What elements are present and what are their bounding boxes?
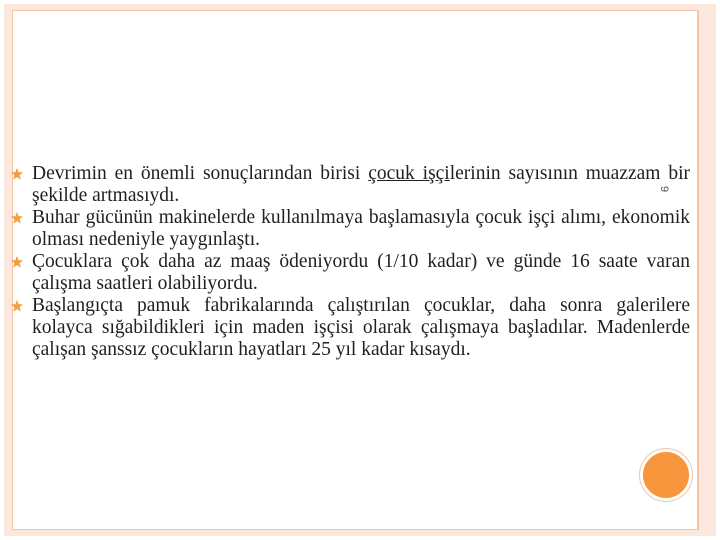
bullet-text: Buhar gücünün makinelerde kullanılmaya başlamasıyla çocuk işçi alımı, ekonomik olması nedeniyle yaygınlaştı. (32, 207, 690, 250)
bullet-item-1 (10, 163, 690, 207)
bullet-item-4 (10, 295, 690, 361)
star-bullet-icon (10, 211, 24, 225)
bullet-item-2 (10, 207, 690, 251)
bullet-text-pre: Devrimin en önemli sonuçlarından birisi (32, 163, 369, 184)
star-bullet-icon (10, 299, 24, 313)
bullet-item-3 (10, 251, 690, 295)
page-number: 9 (658, 186, 670, 193)
bullet-text: Başlangıçta pamuk fabrikalarında çalıştırılan çocuklar, daha sonra galerilere kolayca sığabildikleri için maden işçisi olarak çalışmaya başladılar. Madenlerde çalışan şanssız çocukların hayatları 25 yıl kadar kısaydı. (32, 295, 690, 360)
bullet-text-underlined: çocuk işçi (368, 163, 450, 184)
star-bullet-icon (10, 255, 24, 269)
bullet-list (10, 163, 690, 361)
bullet-text-post: lerinin sayısının muazzam bir şekilde artmasıydı. (32, 163, 691, 206)
star-bullet-icon (10, 167, 24, 181)
slide-right-border (697, 10, 698, 530)
bullet-text: Çocuklara çok daha az maaş ödeniyordu (1/10 kadar) ve günde 16 saate varan çalışma saatleri olabiliyordu. (32, 251, 690, 294)
orange-circle-decoration (640, 449, 692, 501)
